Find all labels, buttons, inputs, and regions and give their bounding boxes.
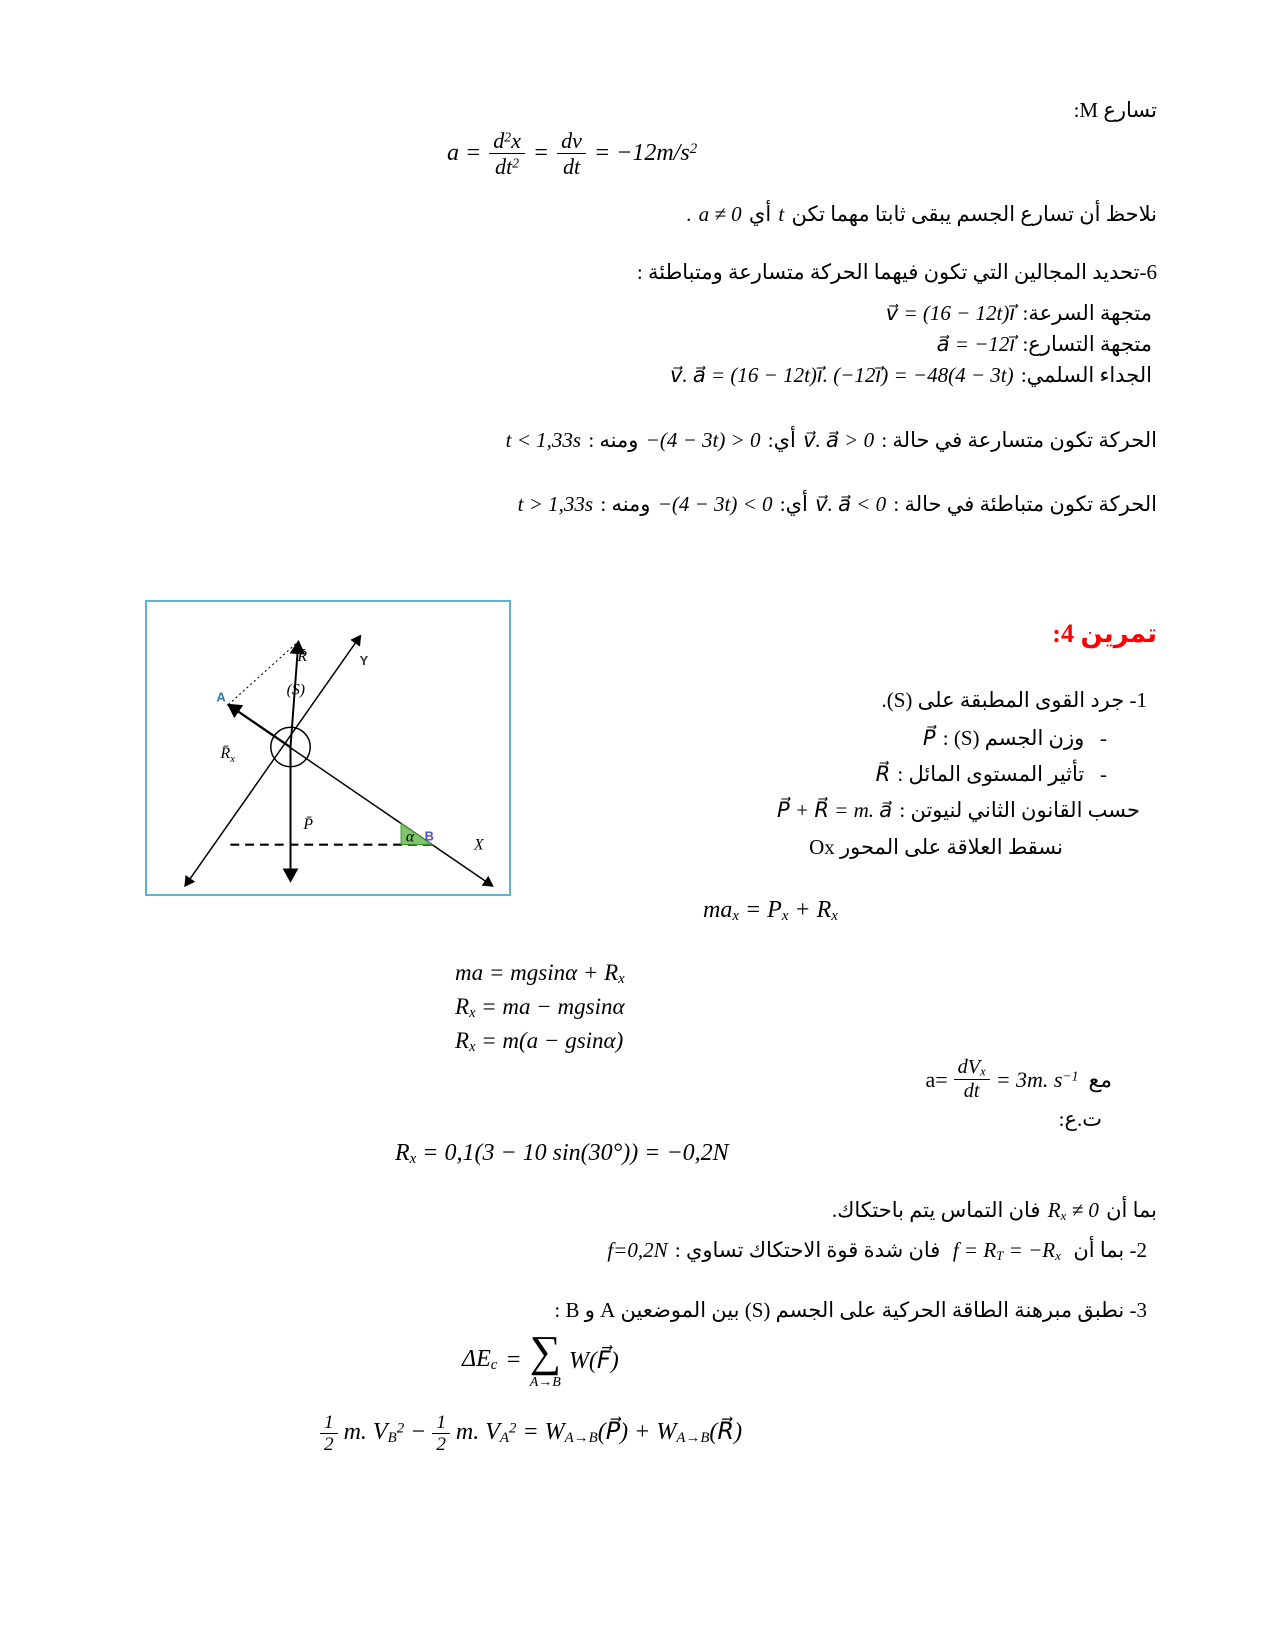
s-body-label: (S) [286, 681, 305, 699]
fraction-numerator: $dV_x$ [954, 1056, 990, 1080]
rx-numeric-equation: $R_x = 0,1(3 - 10$ sin(30°)) = −0,2N [395, 1140, 729, 1168]
exercise4-heading: تمرين 4: [1052, 619, 1157, 648]
with-label: مع [1088, 1066, 1112, 1092]
accelerated-case-line: الحركة تكون متسارعة في حالة : v⃗. a⃗ > 0 أي: −(4 − 3t) > 0 ومنه : t < 1,33s [505, 428, 1157, 452]
delta-ec-term [462, 1346, 497, 1374]
ma-equation-line-3: $R_x = m(a - gsin\alpha)$ [455, 1028, 624, 1056]
acceleration-vector-line: متجهة التسارع: a⃗ = −12ı⃗ [936, 332, 1152, 356]
fraction-dv-dt [557, 128, 586, 180]
work-term: W(F⃗) [568, 1347, 619, 1374]
r-vector-label: R̄ [297, 648, 308, 666]
section6-heading: 6-تحديد المجالين التي تكون فيهما الحركة متسارعة ومتباطئة : [636, 260, 1157, 284]
fraction-d2x-dt2 [489, 128, 525, 180]
delta-e-sub: c [490, 1357, 498, 1374]
fraction-denominator: $dt^2$ [495, 154, 520, 180]
eq-lhs: a = [447, 140, 482, 167]
ex4-reaction-bullet: - تأثير المستوى المائل : R⃗ [875, 762, 1107, 786]
accel-m-heading: تسارع M: [1073, 98, 1157, 122]
equals-sign: = [532, 140, 550, 167]
fraction-denominator: dt [963, 1080, 980, 1103]
newton-law-line: حسب القانون الثاني لنيوتن : P⃗ + R⃗ = m. a⃗ [777, 798, 1140, 822]
ex4-weight-bullet: - وزن الجسم (S) : P⃗ [922, 726, 1107, 750]
eq-lhs: a= [925, 1066, 948, 1092]
ox-projection-equation: $ma_x = P_x + R_x$ [703, 897, 838, 925]
point-a-label: A [216, 689, 226, 705]
ex4-item-3: 3- نطبق مبرهنة الطاقة الحركية على الجسم (S) بين الموضعين A و B : [554, 1298, 1147, 1322]
ex4-item-1: 1- جرد القوى المطبقة على (S). [881, 688, 1147, 712]
alpha-angle-label: α [405, 828, 415, 846]
scalar-product-line: الجداء السلمي: v⃗. a⃗ = (16 − 12t)ı⃗. (−12ı⃗) = −48(4 − 3t) [669, 363, 1152, 387]
rx-vector-label [219, 745, 235, 765]
x-axis-label: X [474, 836, 484, 854]
decelerated-case-line: الحركة تكون متباطئة في حالة : v⃗. a⃗ < 0 أي: −(4 − 3t) < 0 ومنه : t > 1,33s [517, 492, 1157, 516]
velocity-vector-line: متجهة السرعة: v⃗ = (16 − 12t)ı⃗ [885, 301, 1152, 325]
acceleration-note: نلاحظ أن تسارع الجسم يبقى ثابتا مهما تكن t أي a ≠ 0 . [686, 202, 1157, 226]
rx-vector [228, 705, 290, 747]
friction-contact-note: بما أن $R_x \ne 0$ فان التماس يتم باحتكاك. [831, 1198, 1157, 1224]
y-axis-label: Y [359, 653, 369, 669]
sigma-limits: A→B [529, 1375, 561, 1390]
eq-result: = 3m. $s^{-1}$ [995, 1066, 1079, 1092]
figure-canvas [147, 602, 509, 894]
summation-symbol [529, 1327, 561, 1390]
p-vector-label: P̄ [303, 815, 313, 833]
ma-equation-line-2: $R_x$ = ma − mgsinα [455, 994, 625, 1022]
ex4-item-2: 2- بما أن $f = R_T = -R_x$ فان شدة قوة الاحتكاك تساوي : f=0,2N [607, 1238, 1147, 1264]
ma-equation-line-1: ma = $mgsin\alpha + R_x$ [455, 960, 625, 988]
y-axis-line [185, 636, 361, 887]
rx-label-main: R̄ [220, 744, 231, 762]
inclined-plane-figure [145, 600, 511, 896]
equals-sign: = [505, 1346, 522, 1373]
fraction-numerator: dv [557, 128, 586, 154]
eq-result: = $-12m/s^2$ [593, 140, 698, 167]
point-b-label: B [424, 828, 434, 844]
sigma-glyph: ∑ [529, 1327, 561, 1376]
a-derivative-line [925, 1056, 1112, 1104]
a-derivative-equation [925, 1056, 1078, 1104]
numeric-application-label: ت.ع: [1058, 1107, 1102, 1131]
projection-line: نسقط العلاقة على المحور Ox [809, 835, 1063, 859]
delta-e: ΔE [462, 1345, 491, 1372]
acceleration-equation [447, 128, 697, 180]
fraction-denominator: dt [562, 154, 581, 180]
kinetic-energy-expanded-equation: $\frac{1}{2}$ m. $V_B^2$ − $\frac{1}{2}$ m. $V_A^2$ = $W_{A\to B}(P⃗)$ + $W_{A\to B}(R⃗)$ [320, 1412, 742, 1455]
kinetic-energy-theorem-equation [462, 1327, 619, 1390]
rx-label-sub: x [230, 752, 235, 765]
fraction-numerator: $d^2x$ [489, 128, 525, 154]
fraction-dvx-dt [954, 1056, 990, 1104]
